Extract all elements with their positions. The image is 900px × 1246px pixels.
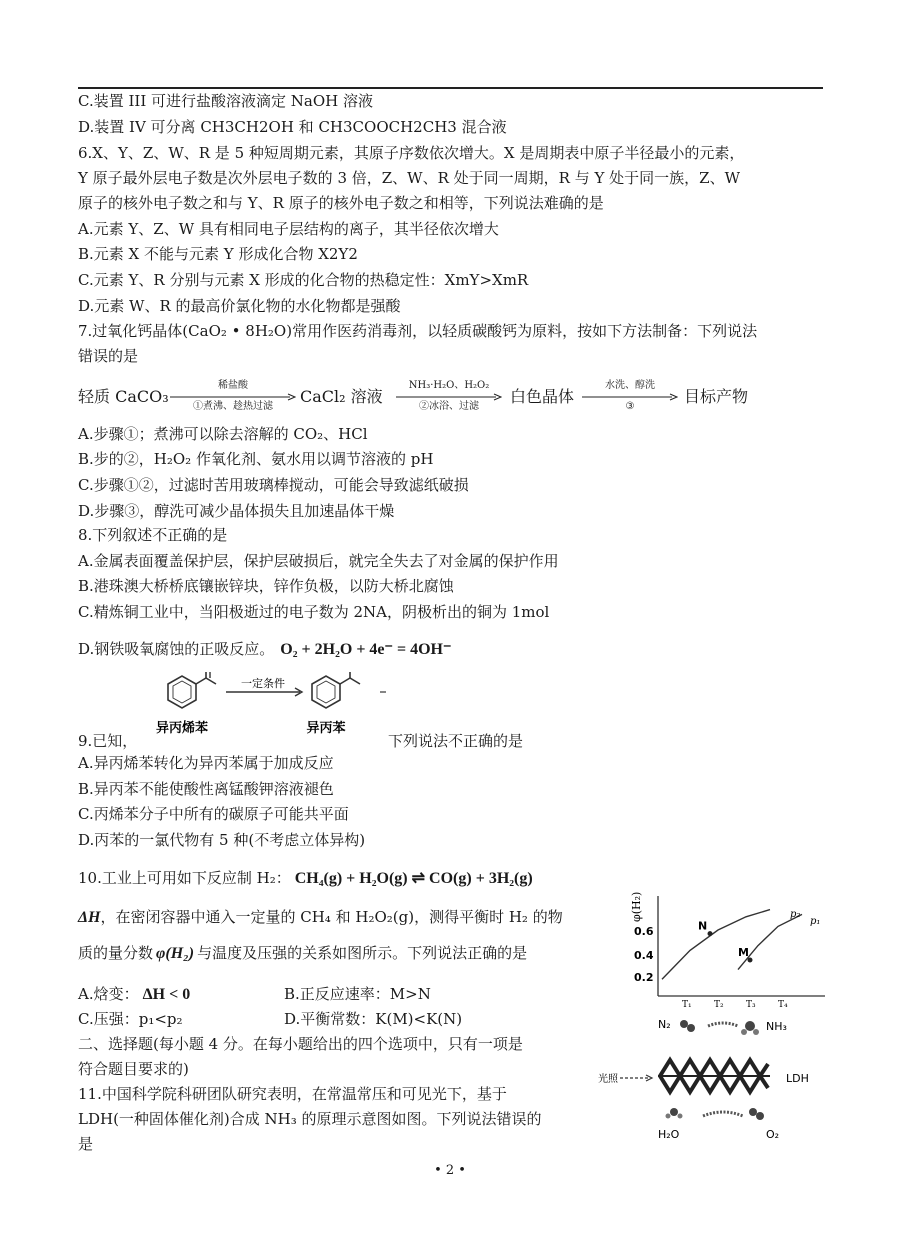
option-b: B.异丙苯不能使酸性离锰酸钾溶液褪色 bbox=[78, 780, 334, 798]
section-heading: 二、选择题(每小题 4 分。在每小题给出的四个选项中，只有一项是 bbox=[78, 1035, 523, 1053]
question-11: 11.中国科学院科研团队研究表明，在常温常压和可见光下，基于 bbox=[78, 1085, 507, 1103]
n2-molecule-icon bbox=[680, 1020, 688, 1028]
arrow-icon bbox=[170, 393, 296, 401]
option-a: A.异丙烯苯转化为异丙苯属于加成反应 bbox=[78, 754, 334, 772]
flow-arrow-1 bbox=[170, 380, 296, 420]
h2o-molecule-icon bbox=[670, 1108, 678, 1116]
arrow-condition: ①煮沸、趁热过滤 bbox=[193, 401, 273, 412]
arrow-icon bbox=[396, 393, 502, 401]
reaction-condition: 一定条件 bbox=[241, 677, 285, 690]
y-tick-label: 0.6 bbox=[634, 925, 654, 938]
text-line bbox=[78, 943, 527, 964]
reaction-scheme bbox=[140, 672, 390, 740]
question-10 bbox=[78, 868, 533, 889]
option-a bbox=[78, 984, 190, 1005]
option-a: A.金属表面覆盖保护层，保护层破损后，就完全失去了对金属的保护作用 bbox=[78, 552, 559, 570]
nh3-molecule-icon bbox=[745, 1021, 755, 1031]
option-c: C.元素 Y、R 分别与元素 X 形成的化合物的热稳定性：XmY>XmR bbox=[78, 271, 529, 289]
flow-arrow-2 bbox=[396, 380, 502, 420]
option-text: D.钢铁吸氧腐蚀的正吸反应。 bbox=[78, 640, 275, 658]
series-label: p₁ bbox=[810, 916, 821, 927]
h2o-label: H₂O bbox=[658, 1128, 680, 1141]
text-line: C.装置 III 可进行盐酸溶液滴定 NaOH 溶液 bbox=[78, 92, 374, 110]
option-d: D.平衡常数：K(M)<K(N) bbox=[284, 1010, 463, 1028]
arrow-reagent: 稀盐酸 bbox=[218, 380, 248, 391]
arrow-icon bbox=[582, 393, 678, 401]
question-text: 10.工业上可用如下反应制 H₂： bbox=[78, 869, 291, 887]
arrow-condition: ③ bbox=[625, 401, 635, 412]
h2o-molecule-icon bbox=[678, 1114, 683, 1119]
h2o-molecule-icon bbox=[666, 1114, 671, 1119]
equilibrium-chart bbox=[630, 888, 830, 1008]
light-label: 光照 bbox=[598, 1074, 618, 1085]
option-c: C.丙烯苯分子中所有的碳原子可能共平面 bbox=[78, 805, 349, 823]
text-line: Y 原子最外层电子数是次外层电子数的 3 倍，Z、W、R 处于同一周期，R 与 Y 处于同一族，Z、W bbox=[78, 169, 740, 187]
reaction-arrow-icon bbox=[708, 1023, 738, 1026]
text-line: 是 bbox=[78, 1135, 94, 1153]
option-d: D.步骤③，醇洗可减少晶体损失且加速晶体干燥 bbox=[78, 502, 395, 520]
n2-molecule-icon bbox=[687, 1024, 695, 1032]
flow-step-2: 白色晶体 bbox=[510, 387, 575, 406]
point-n bbox=[708, 931, 713, 936]
flow-start: 轻质 CaCO₃ bbox=[78, 387, 169, 406]
symbol: ΔH bbox=[78, 909, 101, 926]
n2-label: N₂ bbox=[658, 1018, 671, 1031]
option-a: A.元素 Y、Z、W 具有相同电子层结构的离子，其半径依次增大 bbox=[78, 220, 499, 238]
question-9: 9.已知， bbox=[78, 732, 138, 750]
question-8: 8.下列叙述不正确的是 bbox=[78, 526, 228, 544]
product-label: 异丙苯 bbox=[306, 721, 346, 736]
page-number: • 2 • bbox=[434, 1163, 466, 1178]
equation: O₂ + 2H₂O + 4e⁻ = 4OH⁻ bbox=[280, 641, 452, 658]
text-line: 原子的核外电子数之和与 Y、R 原子的核外电子数之和相等，下列说法难确的是 bbox=[78, 194, 604, 212]
question-text: ，在密闭容器中通入一定量的 CH₄ 和 H₂O₂(g)，测得平衡时 H₂ 的物 bbox=[100, 908, 563, 926]
option-b: B.步的②，H₂O₂ 作氧化剂、氨水用以调节溶液的 pH bbox=[78, 450, 434, 468]
option-a: A.步骤①；煮沸可以除去溶解的 CO₂、HCl bbox=[78, 425, 368, 443]
option-c: C.步骤①②，过滤时苦用玻璃棒搅动，可能会导致滤纸破损 bbox=[78, 476, 469, 494]
ldh-label: LDH bbox=[786, 1072, 809, 1085]
text-line: 错误的是 bbox=[78, 347, 139, 365]
flow-arrow-3 bbox=[582, 380, 678, 420]
series-label: p₂ bbox=[790, 909, 801, 920]
x-tick-label: T₂ bbox=[714, 1000, 724, 1008]
question-text: 与温度及压强的关系如图所示。下列说法正确的是 bbox=[197, 944, 528, 962]
text-line: LDH(一种固体催化剂)合成 NH₃ 的原理示意图如图。下列说法错误的 bbox=[78, 1110, 542, 1128]
o2-label: O₂ bbox=[766, 1128, 780, 1141]
x-tick-label: T₁ bbox=[682, 1000, 692, 1008]
option-d bbox=[78, 639, 451, 660]
header-rule bbox=[78, 87, 823, 89]
ldh-diagram bbox=[598, 1012, 823, 1147]
reaction-arrow-icon bbox=[703, 1112, 743, 1116]
equation: CH₄(g) + H₂O(g) ⇌ CO(g) + 3H₂(g) bbox=[294, 870, 533, 887]
ldh-lattice-icon bbox=[658, 1056, 770, 1096]
symbol: φ(H₂) bbox=[156, 945, 195, 962]
option-b: B.港珠澳大桥桥底镶嵌锌块，锌作负极，以防大桥北腐蚀 bbox=[78, 577, 454, 595]
point-label-m: M bbox=[738, 946, 749, 959]
arrow-condition: ②冰浴、过滤 bbox=[419, 401, 479, 412]
text-line bbox=[78, 907, 563, 928]
text-line: 下列说法不正确的是 bbox=[388, 732, 524, 750]
arrow-reagent: NH₃·H₂O、H₂O₂ bbox=[408, 380, 490, 391]
x-tick-label: T₄ bbox=[778, 1000, 788, 1008]
series-p1-line bbox=[738, 914, 802, 969]
y-axis-label: φ(H₂) bbox=[630, 891, 643, 922]
option-d: D.元素 W、R 的最高价氯化物的水化物都是强酸 bbox=[78, 297, 401, 315]
point-label-n: N bbox=[698, 919, 708, 933]
nh3-molecule-icon bbox=[741, 1029, 747, 1035]
o2-molecule-icon bbox=[756, 1112, 764, 1120]
reactant-label: 异丙烯苯 bbox=[155, 721, 209, 736]
option-c: C.压强：p₁<p₂ bbox=[78, 1010, 183, 1028]
question-7: 7.过氧化钙晶体(CaO₂ • 8H₂O)常用作医药消毒剂，以轻质碳酸钙为原料，按如下方法制备：下列说法 bbox=[78, 322, 758, 340]
option-c: C.精炼铜工业中，当阳极逝过的电子数为 2NA，阴极析出的铜为 1mol bbox=[78, 603, 550, 621]
text-line: 符合题目要求的) bbox=[78, 1060, 189, 1078]
o2-molecule-icon bbox=[749, 1108, 757, 1116]
series-p2-line bbox=[662, 910, 770, 980]
question-text: 质的量分数 bbox=[78, 944, 154, 962]
question-6: 6.X、Y、Z、W、R 是 5 种短周期元素，其原子序数依次增大。X 是周期表中原子半径最小的元素， bbox=[78, 144, 745, 162]
nh3-molecule-icon bbox=[753, 1029, 759, 1035]
y-tick-label: 0.4 bbox=[634, 949, 654, 962]
flow-step-1: CaCl₂ 溶液 bbox=[300, 387, 383, 406]
symbol: ΔH < 0 bbox=[142, 986, 191, 1003]
option-text: A.焓变： bbox=[78, 985, 139, 1003]
x-tick-label: T₃ bbox=[746, 1000, 756, 1008]
option-b: B.正反应速率：M>N bbox=[284, 985, 431, 1003]
option-d: D.丙苯的一氯代物有 5 种(不考虑立体异构) bbox=[78, 831, 366, 849]
nh3-label: NH₃ bbox=[766, 1020, 787, 1033]
text-line: D.装置 IV 可分离 CH3CH2OH 和 CH3COOCH2CH3 混合液 bbox=[78, 118, 507, 136]
arrow-reagent: 水洗、醇洗 bbox=[605, 380, 655, 391]
y-tick-label: 0.2 bbox=[634, 971, 654, 984]
flow-end: 目标产物 bbox=[684, 387, 749, 406]
option-b: B.元素 X 不能与元素 Y 形成化合物 X2Y2 bbox=[78, 245, 358, 263]
